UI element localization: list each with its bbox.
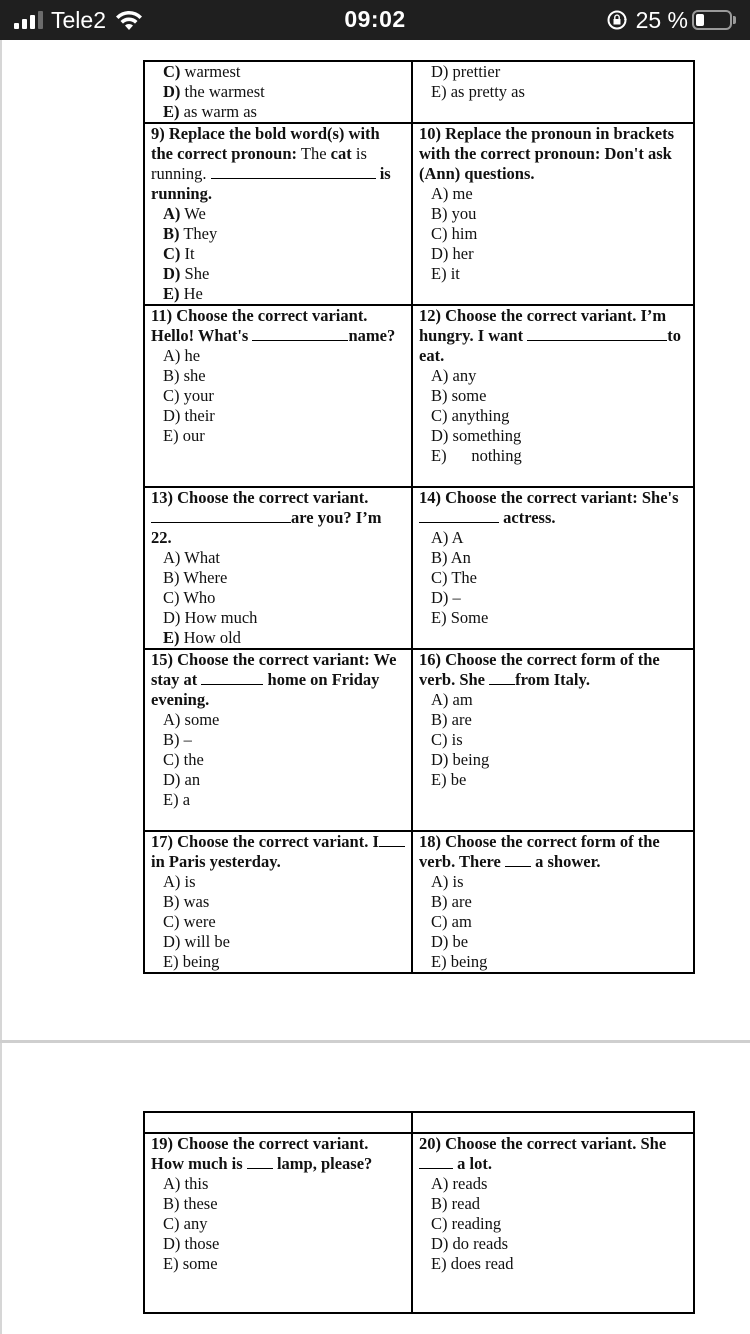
question-text-before: 11) Choose the correct variant. Hello! What's: [151, 306, 368, 345]
option-letter: D): [431, 750, 449, 769]
answer-option[interactable]: [419, 690, 687, 710]
option-text: me: [448, 184, 473, 203]
answer-option[interactable]: [419, 528, 687, 548]
option-text: do reads: [448, 1234, 508, 1253]
question-row: [144, 831, 694, 973]
status-bar-right: [606, 6, 736, 34]
option-text: those: [180, 1234, 220, 1253]
option-letter: B): [163, 366, 180, 385]
option-text: a: [178, 790, 191, 809]
answer-option[interactable]: [151, 284, 405, 304]
answer-option[interactable]: [151, 1214, 405, 1234]
option-letter: D): [163, 264, 181, 283]
answer-option[interactable]: [419, 366, 687, 386]
question-cell: [144, 831, 412, 973]
option-letter: A): [163, 204, 181, 223]
answer-option[interactable]: [419, 892, 687, 912]
option-text: does read: [446, 1254, 514, 1273]
answer-option[interactable]: [151, 264, 405, 284]
option-text: Who: [179, 588, 216, 607]
answer-option[interactable]: [151, 790, 405, 810]
question-sentence: is running.: [151, 144, 367, 183]
status-bar: [0, 0, 750, 40]
option-letter: D): [163, 406, 181, 425]
option-text: their: [180, 406, 215, 425]
orientation-lock-icon: [606, 9, 628, 31]
answer-option[interactable]: [419, 750, 687, 770]
question-cell: [412, 487, 694, 649]
answer-option[interactable]: [151, 204, 405, 224]
answer-option[interactable]: [151, 1194, 405, 1214]
option-letter: E): [431, 770, 447, 789]
option-text: am: [447, 912, 472, 931]
option-letter: C): [431, 912, 448, 931]
option-letter: E): [163, 1254, 179, 1273]
answer-blank: [419, 1154, 453, 1169]
question-cell: [412, 305, 694, 487]
question-text-after: from Italy.: [515, 670, 590, 689]
answer-option[interactable]: [419, 1174, 687, 1194]
option-letter: D): [431, 1234, 449, 1253]
option-letter: B): [431, 386, 448, 405]
question-text: [151, 832, 405, 872]
option-letter: C): [163, 386, 180, 405]
option-text: as warm as: [179, 102, 257, 121]
option-text: any: [179, 1214, 208, 1233]
option-text: is: [447, 730, 463, 749]
battery-percent: 25 %: [635, 6, 688, 33]
answer-option[interactable]: [419, 548, 687, 568]
question-text-after: a lot.: [453, 1154, 492, 1173]
option-letter: D): [431, 932, 449, 951]
option-letter: A): [431, 184, 449, 203]
answer-option[interactable]: [151, 588, 405, 608]
option-text: the: [179, 750, 204, 769]
answer-option[interactable]: [151, 912, 405, 932]
question-cell: [412, 831, 694, 973]
question-text-before: 15) Choose the correct variant: We stay at: [151, 650, 397, 689]
question-cell: [412, 1133, 694, 1313]
option-text: read: [447, 1194, 481, 1213]
option-letter: E): [431, 264, 447, 283]
option-text: It: [180, 244, 195, 263]
question-text: [419, 124, 687, 184]
answer-option[interactable]: [419, 224, 687, 244]
answer-option[interactable]: [151, 568, 405, 588]
empty-cell: [144, 1112, 412, 1133]
answer-option[interactable]: [151, 346, 405, 366]
option-letter: E): [163, 952, 179, 971]
option-letter: C): [163, 912, 180, 931]
question-cell: [412, 649, 694, 831]
empty-cell: [412, 1112, 694, 1133]
answer-blank: [419, 508, 499, 523]
option-letter: A): [431, 1174, 449, 1193]
carrier-name: Tele2: [51, 6, 106, 33]
question-text: [151, 306, 405, 346]
option-letter: C): [431, 730, 448, 749]
answer-option[interactable]: [419, 932, 687, 952]
question-cell: [144, 649, 412, 831]
option-letter: C): [431, 406, 448, 425]
question-cell: [144, 1133, 412, 1313]
option-text: are: [447, 710, 472, 729]
answer-option[interactable]: [151, 82, 405, 102]
battery-tip: [733, 16, 736, 24]
question-text-after: lamp, please?: [272, 1154, 373, 1173]
option-letter: E): [163, 102, 180, 121]
answer-option[interactable]: [419, 386, 687, 406]
option-letter: B): [431, 548, 448, 567]
question-text-after: a shower.: [531, 852, 601, 871]
answer-option[interactable]: [419, 568, 687, 588]
option-text: any: [448, 366, 477, 385]
question-text-before: 19) Choose the correct variant. How much is: [151, 1134, 369, 1173]
option-letter: A): [163, 872, 181, 891]
option-letter: C): [163, 750, 180, 769]
answer-option[interactable]: [419, 1214, 687, 1234]
option-letter: B): [163, 568, 180, 587]
option-letter: A): [431, 690, 449, 709]
question-row: [144, 305, 694, 487]
option-text: is: [180, 872, 196, 891]
option-text: am: [448, 690, 473, 709]
option-text: being: [448, 750, 490, 769]
question-cell: [412, 61, 694, 123]
question-row: [144, 61, 694, 123]
option-letter: B): [431, 204, 448, 223]
question-cell: [144, 487, 412, 649]
question-cell: [144, 123, 412, 305]
option-text: will be: [180, 932, 230, 951]
answer-blank: [201, 670, 263, 685]
question-text-before: 20) Choose the correct variant. She: [419, 1134, 667, 1153]
answer-option[interactable]: [419, 406, 687, 426]
option-text: she: [179, 366, 206, 385]
option-text: is: [448, 872, 464, 891]
option-text: An: [447, 548, 471, 567]
option-text: some: [447, 386, 487, 405]
answer-option[interactable]: [419, 1234, 687, 1254]
option-letter: C): [163, 1214, 180, 1233]
question-text-after: home on Friday evening.: [151, 670, 380, 709]
answer-option[interactable]: [151, 386, 405, 406]
option-text: How much: [180, 608, 258, 627]
option-letter: D): [431, 588, 449, 607]
question-text: [419, 306, 687, 366]
answer-option[interactable]: [419, 82, 687, 102]
option-letter: E): [431, 82, 447, 101]
question-sentence: The: [297, 144, 331, 163]
answer-option[interactable]: [151, 1254, 405, 1274]
answer-option[interactable]: [419, 730, 687, 750]
page-break-divider: [0, 1040, 750, 1043]
option-letter: A): [163, 710, 181, 729]
answer-option[interactable]: [419, 608, 687, 628]
option-letter: D): [163, 82, 181, 101]
option-text: as pretty as: [446, 82, 525, 101]
question-text: [419, 488, 687, 528]
question-text-after: are you? I’m 22.: [151, 508, 382, 547]
option-letter: A): [431, 528, 449, 547]
answer-option[interactable]: [419, 872, 687, 892]
question-text-before: 12) Choose the correct variant. I’m hungry. I want: [419, 306, 667, 345]
answer-option[interactable]: [419, 264, 687, 284]
answer-option[interactable]: [151, 426, 405, 446]
answer-blank: [252, 326, 348, 341]
option-text: an: [180, 770, 201, 789]
option-text: warmest: [180, 62, 241, 81]
option-letter: E): [431, 1254, 447, 1273]
answer-blank: [527, 326, 667, 341]
question-row: [144, 123, 694, 305]
option-letter: D): [163, 770, 181, 789]
answer-blank: [505, 852, 531, 867]
option-text: A: [448, 528, 464, 547]
answer-option[interactable]: [151, 548, 405, 568]
answer-option[interactable]: [419, 62, 687, 82]
option-text: prettier: [448, 62, 501, 81]
answer-blank: [379, 832, 405, 847]
option-letter: D): [163, 932, 181, 951]
question-text-before: 18) Choose the correct form of the verb. There: [419, 832, 660, 871]
option-letter: C): [431, 1214, 448, 1233]
question-text-before: 17) Choose the correct variant. I: [151, 832, 379, 851]
option-letter: E): [431, 608, 447, 627]
bold-word: cat: [330, 144, 352, 163]
question-cell: [144, 305, 412, 487]
option-letter: C): [431, 568, 448, 587]
question-row: [144, 487, 694, 649]
option-text: Some: [446, 608, 489, 627]
option-letter: D): [163, 1234, 181, 1253]
question-text: [419, 650, 687, 690]
question-instruction: 9) Replace the bold word(s) with the correct pronoun:: [151, 124, 380, 163]
option-letter: B): [431, 1194, 448, 1213]
answer-option[interactable]: [151, 710, 405, 730]
option-letter: A): [163, 1174, 181, 1193]
option-text: it: [446, 264, 460, 283]
question-row: [144, 649, 694, 831]
answer-option[interactable]: [151, 770, 405, 790]
option-text: be: [448, 932, 469, 951]
clock: 09:02: [344, 6, 406, 32]
answer-option[interactable]: [151, 608, 405, 628]
option-text: He: [179, 284, 203, 303]
question-cell: [412, 123, 694, 305]
option-letter: A): [163, 548, 181, 567]
option-text: being: [178, 952, 220, 971]
option-letter: A): [431, 872, 449, 891]
answer-blank: [151, 508, 291, 523]
answer-option[interactable]: [151, 62, 405, 82]
option-text: some: [178, 1254, 218, 1273]
option-text: the warmest: [180, 82, 265, 101]
answer-blank: [211, 164, 376, 179]
option-letter: C): [431, 224, 448, 243]
question-sentence-end: is running.: [151, 164, 391, 203]
option-text: The: [447, 568, 477, 587]
answer-option[interactable]: [151, 366, 405, 386]
option-letter: E): [163, 628, 180, 647]
question-text: [419, 832, 687, 872]
option-text: How old: [179, 628, 241, 647]
option-letter: D): [431, 62, 449, 81]
option-letter: B): [163, 892, 180, 911]
option-letter: E): [163, 426, 179, 445]
option-text: him: [447, 224, 478, 243]
answer-option[interactable]: [419, 1194, 687, 1214]
option-letter: E): [163, 284, 180, 303]
option-text: some: [180, 710, 220, 729]
option-text: be: [446, 770, 467, 789]
option-letter: C): [163, 588, 180, 607]
option-text: our: [178, 426, 205, 445]
question-text: [151, 650, 405, 710]
answer-option[interactable]: [151, 750, 405, 770]
question-text-after: name?: [348, 326, 396, 345]
question-text-before: 13) Choose the correct variant.: [151, 488, 369, 507]
answer-option[interactable]: [419, 588, 687, 608]
questions-table-page-1: [143, 60, 695, 974]
option-letter: E): [163, 790, 179, 809]
page-edge: [0, 1043, 2, 1334]
option-text: Where: [179, 568, 228, 587]
option-letter: B): [163, 1194, 180, 1213]
option-text: They: [179, 224, 218, 243]
question-text: [151, 124, 405, 204]
option-text: something: [448, 426, 522, 445]
answer-option[interactable]: [151, 1174, 405, 1194]
option-letter: C): [163, 244, 181, 263]
option-letter: B): [163, 224, 180, 243]
option-text: We: [180, 204, 206, 223]
option-text: were: [179, 912, 216, 931]
option-text: her: [448, 244, 474, 263]
option-letter: E): [431, 446, 447, 465]
option-text: being: [446, 952, 488, 971]
option-letter: B): [431, 710, 448, 729]
answer-option[interactable]: [419, 710, 687, 730]
answer-option[interactable]: [151, 730, 405, 750]
question-text-after: in Paris yesterday.: [151, 852, 281, 871]
answer-option[interactable]: [151, 102, 405, 122]
answer-option[interactable]: [151, 406, 405, 426]
answer-option[interactable]: [151, 892, 405, 912]
option-text: –: [179, 730, 192, 749]
option-text: this: [180, 1174, 209, 1193]
option-letter: A): [163, 346, 181, 365]
answer-option[interactable]: [419, 1254, 687, 1274]
option-letter: E): [431, 952, 447, 971]
option-text: What: [180, 548, 220, 567]
question-text-after: actress.: [499, 508, 556, 527]
question-text-after: to eat.: [419, 326, 681, 365]
answer-option[interactable]: [419, 204, 687, 224]
answer-option[interactable]: [151, 244, 405, 264]
question-text-before: 16) Choose the correct form of the verb. She: [419, 650, 660, 689]
option-letter: B): [431, 892, 448, 911]
answer-option[interactable]: [419, 770, 687, 790]
answer-option[interactable]: [419, 952, 687, 972]
answer-option[interactable]: [151, 224, 405, 244]
answer-option[interactable]: [419, 184, 687, 204]
option-letter: A): [431, 366, 449, 385]
answer-option[interactable]: [419, 244, 687, 264]
battery-icon: [692, 10, 732, 30]
option-letter: D): [431, 426, 449, 445]
answer-option[interactable]: [419, 426, 687, 446]
option-letter: D): [431, 244, 449, 263]
page-edge: [0, 40, 2, 1040]
option-letter: C): [163, 62, 181, 81]
answer-blank: [247, 1154, 273, 1169]
question-row: [144, 1133, 694, 1313]
answer-option[interactable]: [151, 628, 405, 648]
answer-option[interactable]: [151, 932, 405, 952]
question-title: 10) Replace the pronoun in brackets with the correct pronoun: Don't ask (Ann) questions.: [419, 124, 674, 183]
option-text: he: [180, 346, 201, 365]
option-letter: D): [163, 608, 181, 627]
option-text: nothing: [446, 446, 522, 465]
option-text: anything: [447, 406, 510, 425]
answer-option[interactable]: [151, 952, 405, 972]
question-text: [419, 1134, 687, 1174]
option-text: reads: [448, 1174, 488, 1193]
option-text: was: [179, 892, 210, 911]
question-cell: [144, 61, 412, 123]
option-text: you: [447, 204, 477, 223]
option-letter: B): [163, 730, 180, 749]
option-text: –: [448, 588, 461, 607]
option-text: reading: [447, 1214, 502, 1233]
option-text: your: [179, 386, 214, 405]
question-text: [151, 488, 405, 548]
empty-header-row: [144, 1112, 694, 1133]
questions-table-page-2: [143, 1111, 695, 1314]
question-text: [151, 1134, 405, 1174]
answer-option[interactable]: [151, 1234, 405, 1254]
answer-option[interactable]: [151, 872, 405, 892]
option-text: She: [180, 264, 210, 283]
option-text: are: [447, 892, 472, 911]
answer-option[interactable]: [419, 446, 687, 466]
question-text-before: 14) Choose the correct variant: She's: [419, 488, 679, 507]
answer-option[interactable]: [419, 912, 687, 932]
option-text: these: [179, 1194, 218, 1213]
answer-blank: [489, 670, 515, 685]
